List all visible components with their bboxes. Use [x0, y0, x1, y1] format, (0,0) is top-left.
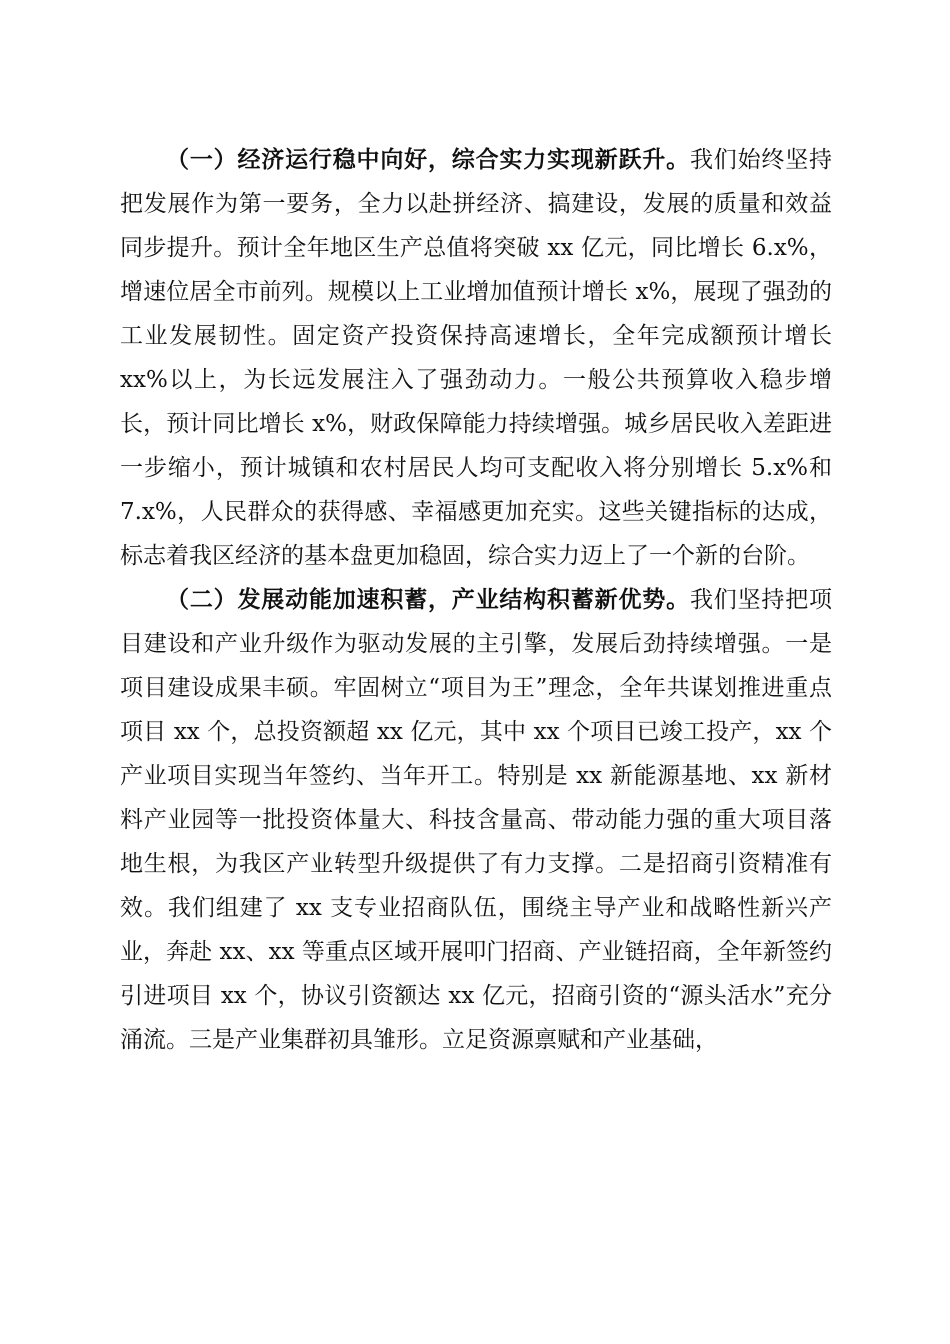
paragraph-economy-text: 我们始终坚持把发展作为第一要务，全力以赴拼经济、搞建设，发展的质量和效益同步提升。预计全年地区生产总值将突破 xx 亿元，同比增长 6.x%，增速位居全市前列。规模以上工业增加值预计增长 x%，展现了强劲的工业发展韧性。固定资产投资保持高速增长，全年完成额预计增长 xx%以上，为长远发展注入了强劲动力。一般公共预算收入稳步增长，预计同比增长 x%，财政保障能力持续增强。城乡居民收入差距进一步缩小，预计城镇和农村居民人均可支配收入将分别增长 5.x%和 7.x%，人民群众的获得感、幸福感更加充实。这些关键指标的达成，标志着我区经济的基本盘更加稳固，综合实力迈上了一个新的台阶。	[120, 147, 833, 569]
paragraph-momentum	[120, 578, 832, 1062]
paragraph-economy	[120, 138, 832, 578]
paragraph-momentum-heading: （二）发展动能加速积蓄，产业结构积蓄新优势。	[166, 586, 690, 613]
paragraph-momentum-text: 我们坚持把项目建设和产业升级作为驱动发展的主引擎，发展后劲持续增强。一是项目建设成果丰硕。牢固树立“项目为王”理念，全年共谋划推进重点项目 xx 个，总投资额超 xx 亿元，其中 xx 个项目已竣工投产，xx 个产业项目实现当年签约、当年开工。特别是 xx 新能源基地、xx 新材料产业园等一批投资体量大、科技含量高、带动能力强的重大项目落地生根，为我区产业转型升级提供了有力支撑。二是招商引资精准有效。我们组建了 xx 支专业招商队伍，围绕主导产业和战略性新兴产业，奔赴 xx、xx 等重点区域开展叩门招商、产业链招商，全年新签约引进项目 xx 个，协议引资额达 xx 亿元，招商引资的“源头活水”充分涌流。三是产业集群初具雏形。立足资源禀赋和产业基础，	[120, 587, 833, 1053]
paragraph-economy-heading: （一）经济运行稳中向好，综合实力实现新跃升。	[166, 146, 690, 173]
document-body	[120, 138, 832, 1062]
